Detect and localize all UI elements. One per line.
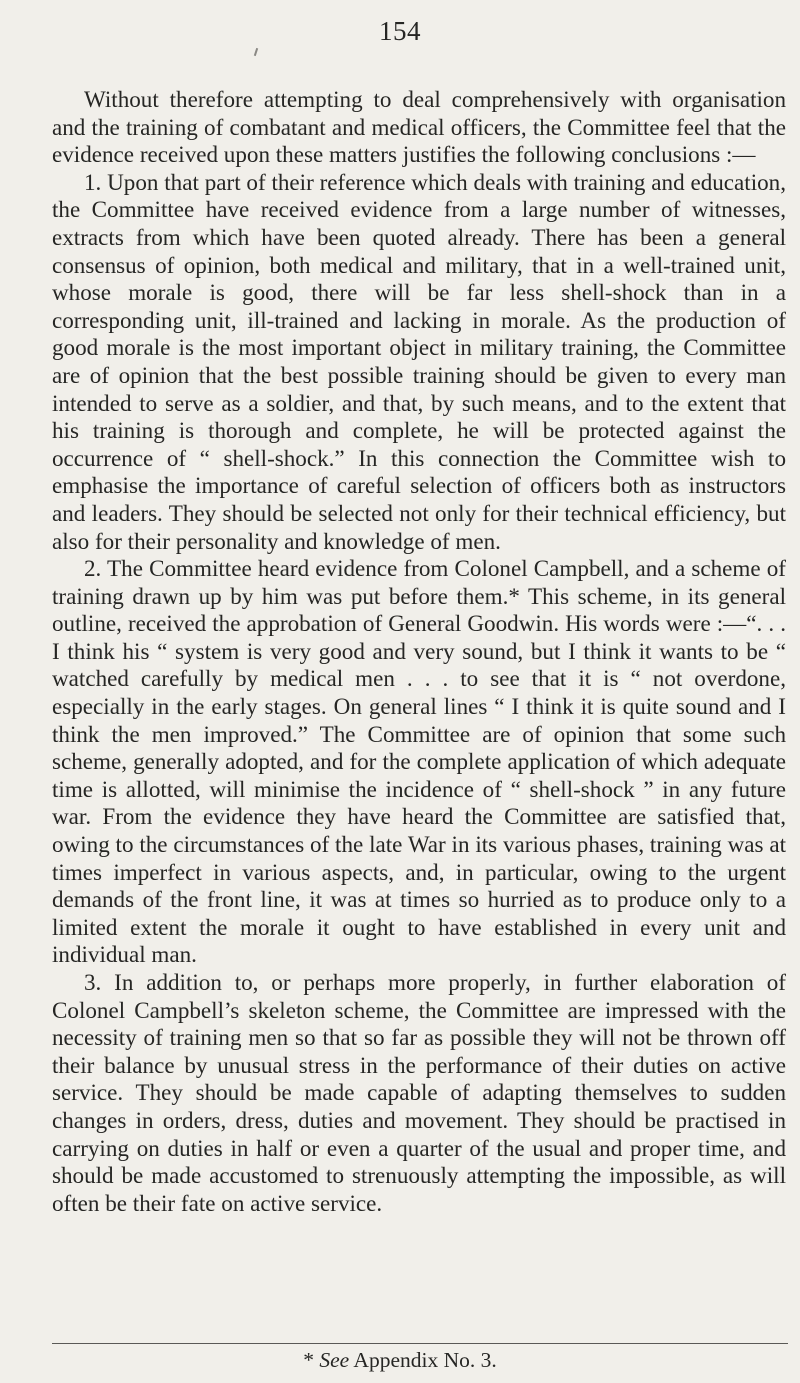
footnote — [0, 1347, 800, 1373]
footnote-see: See — [319, 1348, 350, 1372]
footnote-text: Appendix No. 3. — [353, 1348, 497, 1372]
scan-mark — [254, 48, 258, 56]
footnote-rule — [52, 1343, 788, 1344]
footnote-marker: * — [303, 1348, 314, 1372]
paragraph-intro: Without therefore attempting to deal comprehensively with organisation and the training of combatant and medical officers, the Committee feel that the evidence received upon these matters justifies the following conclusions :— — [52, 86, 786, 168]
page-number: 154 — [379, 16, 421, 46]
paragraph-2: 2. The Committee heard evidence from Colonel Campbell, and a scheme of training drawn up by him was put before them.* This scheme, in its general outline, received the approbation of General Goodwin. His words were :—“. . . I think his “ system is very good and very sound, but I think it wants to be “ watched carefully by medical men . . . to see that it is “ not overdone, especially in the early stages. On general lines “ I think it is quite sound and I think the men improved.” The Committee are of opinion that some such scheme, generally adopted, and for the complete application of which adequate time is allotted, will minimise the incidence of “ shell-shock ” in any future war. From the evidence they have heard the Committee are satisfied that, owing to the circumstances of the late War in its various phases, training was at times imperfect in various aspects, and, in particular, owing to the urgent demands of the front line, it was at times so hurried as to produce only to a limited extent the morale it ought to have established in every unit and individual man. — [52, 555, 786, 968]
body-text — [52, 86, 786, 1217]
paragraph-1: 1. Upon that part of their reference which deals with training and education, the Committee have received evidence from a large number of witnesses, extracts from which have been quoted already. There has been a general consensus of opinion, both medical and military, that in a well-trained unit, whose morale is good, there will be far less shell-shock than in a corresponding unit, ill-trained and lacking in morale. As the production of good morale is the most important object in military training, the Committee are of opinion that the best possible training should be given to every man intended to serve as a soldier, and that, by such means, and to the extent that his training is thorough and complete, he will be protected against the occurrence of “ shell-shock.” In this connection the Committee wish to emphasise the importance of careful selection of officers both as instructors and leaders. They should be selected not only for their technical efficiency, but also for their personality and knowledge of men. — [52, 168, 786, 554]
paragraph-3: 3. In addition to, or perhaps more properly, in further elaboration of Colonel Campbell’s skeleton scheme, the Committee are impressed with the necessity of training men so that so far as possible they will not be thrown off their balance by unusual stress in the performance of their duties on active service. They should be made capable of adapting themselves to sudden changes in orders, dress, duties and movement. They should be practised in carrying on duties in half or even a quarter of the usual and proper time, and should be made accustomed to strenuously attempting the impossible, as will often be their fate on active service. — [52, 969, 786, 1216]
